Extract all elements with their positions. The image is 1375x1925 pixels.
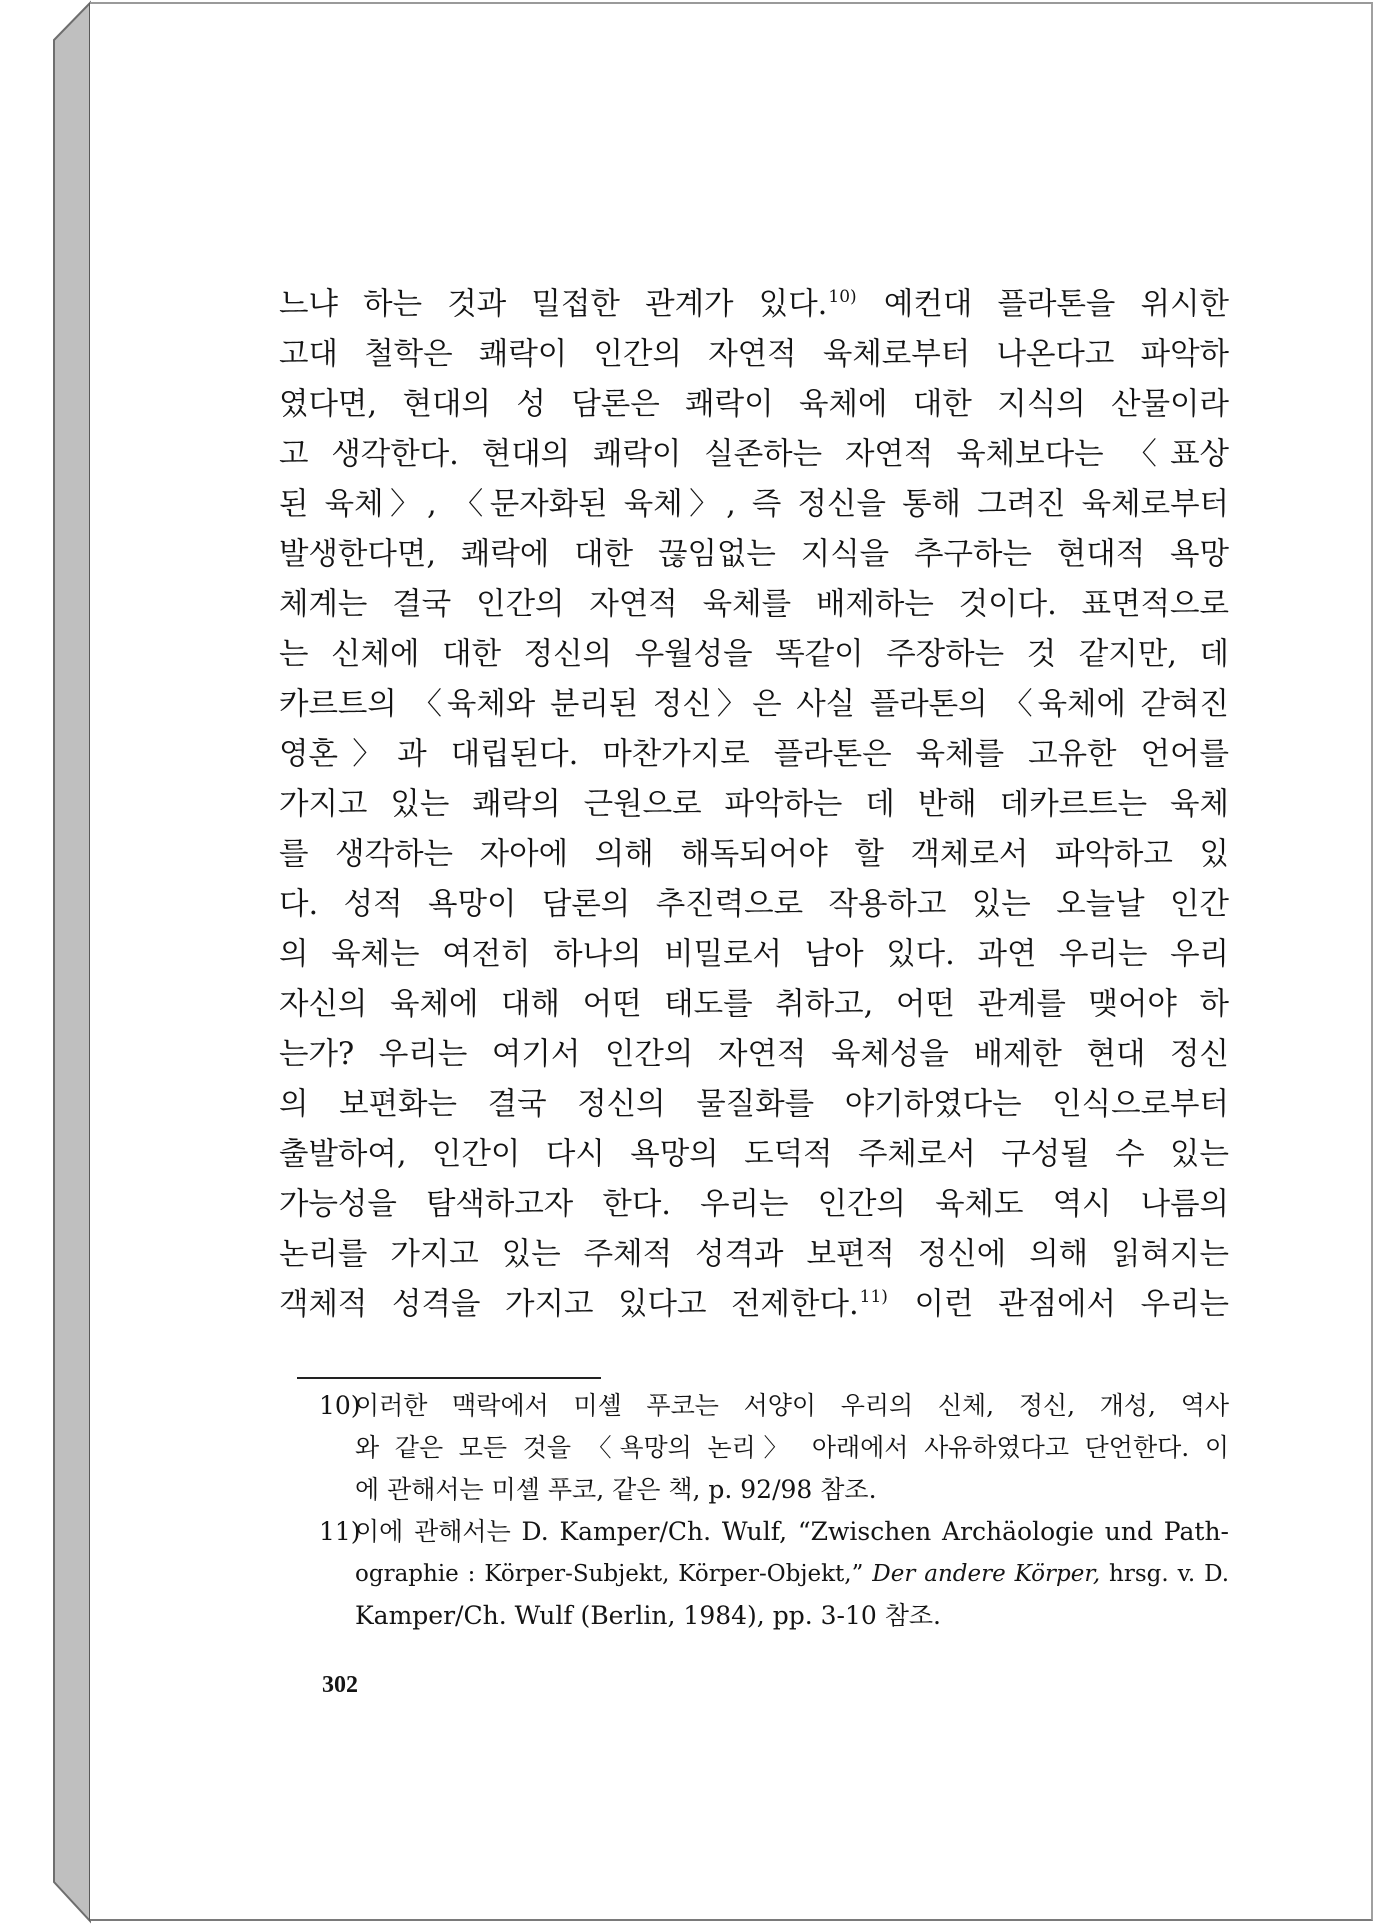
body-line-text: 자신의 육체에 대해 어떤 태도를 취하고, 어떤 관계를 맺어야 하 [279, 987, 1229, 1022]
body-line [279, 1080, 1229, 1130]
body-line [279, 680, 1229, 730]
body-line-text: 였다면, 현대의 성 담론은 쾌락이 육체에 대한 지식의 산물이라 [279, 387, 1229, 422]
body-line [279, 830, 1229, 880]
body-line-text: 카르트의 〈육체와 분리된 정신〉은 사실 플라톤의 〈육체에 갇혀진 [279, 687, 1229, 722]
footnote-reference[interactable]: 11) [859, 1287, 888, 1307]
footnote-reference[interactable]: 10) [828, 287, 857, 307]
body-line-text: 가지고 있는 쾌락의 근원으로 파악하는 데 반해 데카르트는 육체 [279, 787, 1229, 822]
body-line-text: 고 생각한다. 현대의 쾌락이 실존하는 자연적 육체보다는 〈표상 [279, 437, 1229, 472]
body-line [279, 580, 1229, 630]
body-line-text: 발생한다면, 쾌락에 대한 끊임없는 지식을 추구하는 현대적 욕망 [279, 537, 1229, 572]
body-line [279, 480, 1229, 530]
body-line-text: 를 생각하는 자아에 의해 해독되어야 할 객체로서 파악하고 있 [279, 837, 1229, 872]
body-line-text: 는가? 우리는 여기서 인간의 자연적 육체성을 배제한 현대 정신 [279, 1037, 1229, 1072]
footnote-separator [297, 1377, 601, 1379]
footnote-item [319, 1385, 1229, 1511]
footnotes [319, 1385, 1229, 1637]
body-line-text: 가능성을 탐색하고자 한다. 우리는 인간의 육체도 역시 나름의 [279, 1187, 1229, 1222]
body-line [279, 280, 1229, 330]
footnote-line: 에 관해서는 미셸 푸코, 같은 책, p. 92/98 참조. [355, 1475, 877, 1504]
body-line [279, 430, 1229, 480]
body-line [279, 1130, 1229, 1180]
body-line [279, 630, 1229, 680]
footnote-line: Kamper/Ch. Wulf (Berlin, 1984), pp. 3-10 참조. [355, 1601, 941, 1630]
body-line [279, 330, 1229, 380]
book-title: Der andere Körper, [872, 1561, 1101, 1587]
footnote-item [319, 1511, 1229, 1637]
body-line-text: 다. 성적 욕망이 담론의 추진력으로 작용하고 있는 오늘날 인간 [279, 887, 1229, 922]
body-line-text: 의 보편화는 결국 정신의 물질화를 야기하였다는 인식으로부터 [279, 1087, 1229, 1122]
footnote-number: 11) [319, 1517, 361, 1546]
body-line-text: 출발하여, 인간이 다시 욕망의 도덕적 주체로서 구성될 수 있는 [279, 1137, 1229, 1172]
footnote-line [355, 1553, 1229, 1595]
body-line-text: 된 육체〉, 〈문자화된 육체〉, 즉 정신을 통해 그려진 육체로부터 [279, 487, 1229, 522]
body-line-text: 예컨대 플라톤을 위시한 [858, 287, 1230, 322]
body-line [279, 730, 1229, 780]
body-line-text: 논리를 가지고 있는 주체적 성격과 보편적 정신에 의해 읽혀지는 [279, 1237, 1229, 1272]
body-line [279, 1280, 1229, 1330]
body-line [279, 1030, 1229, 1080]
body-line [279, 530, 1229, 580]
body-text [279, 280, 1229, 1330]
body-line [279, 780, 1229, 830]
body-line [279, 880, 1229, 930]
footnote-line: 이에 관해서는 D. Kamper/Ch. Wulf, “Zwischen Archäologie und Path- [355, 1517, 1229, 1546]
footnote-text: hrsg. v. D. [1100, 1561, 1230, 1587]
footnote-line: 와 같은 모든 것을 〈욕망의 논리〉 아래에서 사유하였다고 단언한다. 이 [355, 1433, 1229, 1462]
footnote-text: ographie : Körper-Subjekt, Körper-Objekt,” [355, 1561, 873, 1587]
body-line [279, 1180, 1229, 1230]
page-number: 302 [322, 1672, 358, 1698]
body-line-text: 영혼〉과 대립된다. 마찬가지로 플라톤은 육체를 고유한 언어를 [279, 737, 1229, 772]
footnote-line: 이러한 맥락에서 미셸 푸코는 서양이 우리의 신체, 정신, 개성, 역사 [355, 1391, 1229, 1420]
footnote-number: 10) [319, 1391, 361, 1420]
body-line [279, 380, 1229, 430]
body-line-text: 느냐 하는 것과 밀접한 관계가 있다. [279, 287, 828, 322]
body-line-text: 체계는 결국 인간의 자연적 육체를 배제하는 것이다. 표면적으로 [279, 587, 1229, 622]
body-line-text: 는 신체에 대한 정신의 우월성을 똑같이 주장하는 것 같지만, 데 [279, 637, 1229, 672]
body-line-text: 의 육체는 여전히 하나의 비밀로서 남아 있다. 과연 우리는 우리 [279, 937, 1229, 972]
body-line-text: 객체적 성격을 가지고 있다고 전제한다. [279, 1287, 859, 1322]
body-line-text: 고대 철학은 쾌락이 인간의 자연적 육체로부터 나온다고 파악하 [279, 337, 1229, 372]
body-line-text: 이런 관점에서 우리는 [889, 1287, 1229, 1322]
body-line [279, 1230, 1229, 1280]
body-line [279, 980, 1229, 1030]
body-line [279, 930, 1229, 980]
